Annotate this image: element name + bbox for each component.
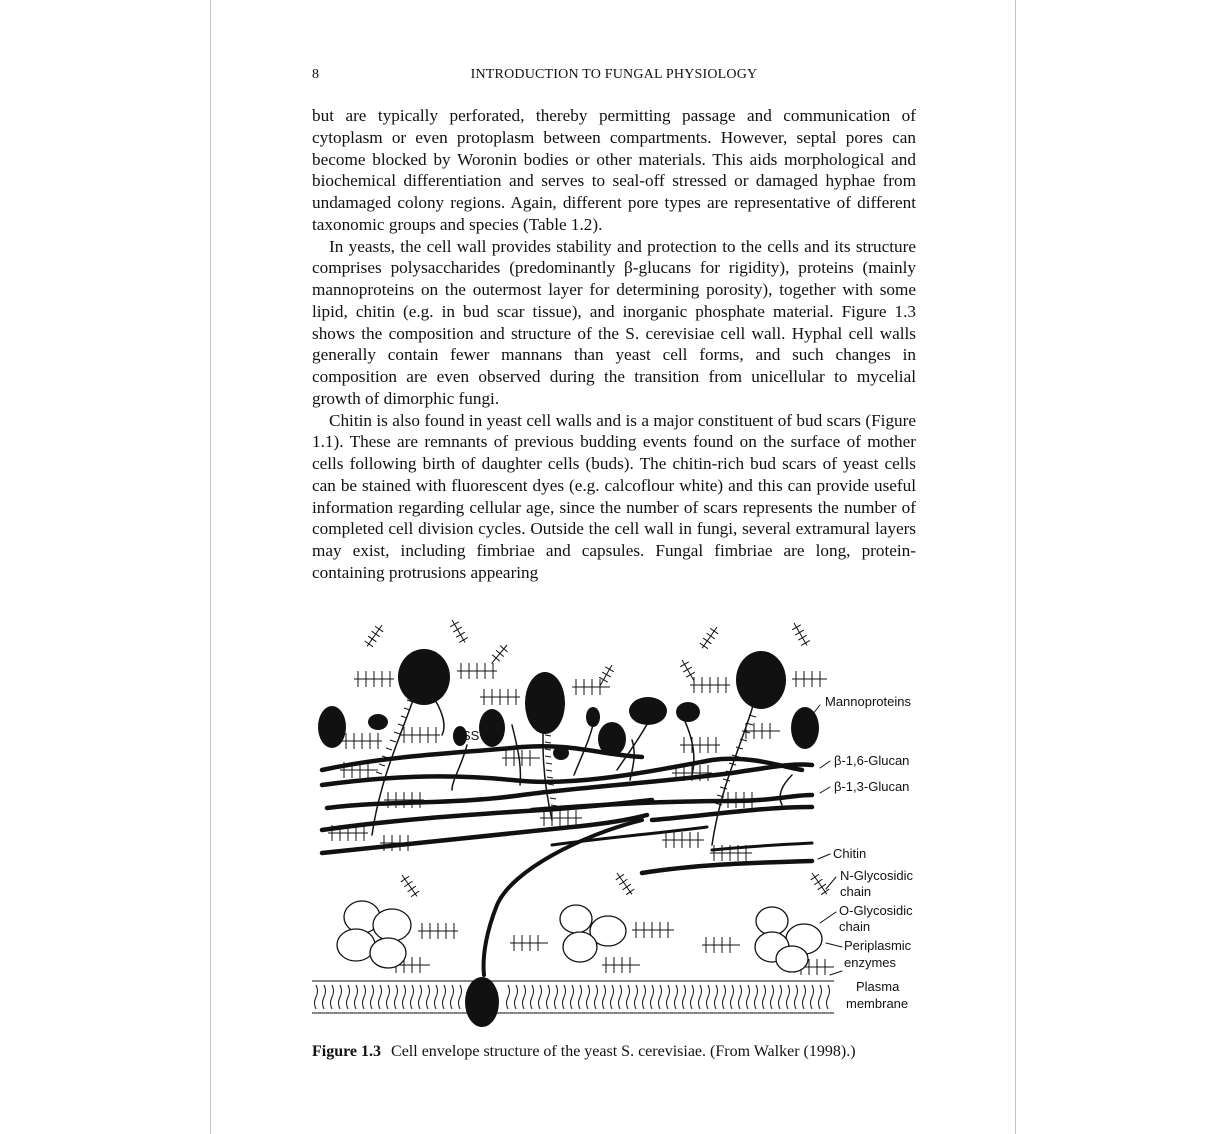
label-periplasmic-enzymes: enzymes — [844, 955, 897, 970]
figure-caption — [312, 1043, 916, 1061]
label-periplasmic: Periplasmic — [844, 938, 912, 953]
disulfide-label: SS — [462, 728, 480, 743]
running-title: INTRODUCTION TO FUNGAL PHYSIOLOGY — [470, 67, 758, 82]
label-beta-1-3-glucan: β-1,3-Glucan — [834, 779, 910, 794]
label-plasma-membrane: membrane — [846, 996, 909, 1011]
figure-cell-envelope — [312, 605, 916, 1031]
body-text — [312, 105, 916, 584]
cell-envelope-diagram — [312, 605, 916, 1031]
paragraph-1: but are typically perforated, thereby permitting passage and communication of cytoplasm or even protoplasm between compartments. However, septal pores can become blocked by Woronin bodies or other materials. This aids morphological and biochemical differentiation and serves to seal-off stressed or damaged hyphae from undamaged colony regions. Again, different pore types are representative of different taxonomic groups and species (Table 1.2). — [312, 106, 916, 234]
label-o-glycosidic-chain: chain — [839, 919, 871, 934]
label-plasma: Plasma — [856, 979, 900, 994]
running-header — [312, 67, 916, 87]
label-n-glycosidic-chain: chain — [840, 884, 872, 899]
paragraph-3: Chitin is also found in yeast cell walls and is a major constituent of bud scars (Figure 1.1). These are remnants of previous budding events found on the surface of mother cells following birth of daughter cells (buds). The chitin-rich bud scars of yeast cells can be stained with fluorescent dyes (e.g. calcoflour white) and this can provide useful information regarding cellular age, since the number of scars represents the number of completed cell division cycles. Outside the cell wall in fungi, several extramural layers may exist, including fimbriae and capsules. Fungal fimbriae are long, protein-containing protrusions appearing — [312, 410, 916, 582]
label-n-glycosidic: N-Glycosidic — [840, 868, 913, 883]
label-mannoproteins: Mannoproteins — [825, 694, 911, 709]
paragraph-2: In yeasts, the cell wall provides stability and protection to the cells and its structure comprises polysaccharides (predominantly β-glucans for rigidity), proteins (mainly mannoproteins on the outermost layer for determining porosity), together with some lipid, chitin (e.g. in bud scar tissue), and inorganic phosphate material. Figure 1.3 shows the composition and structure of the S. cerevisiae cell wall. Hyphal cell walls generally contain fewer mannans than yeast cell forms, and such changes in composition are even observed during the transition from unicellular to mycelial growth of dimorphic fungi. — [312, 236, 916, 408]
label-beta-1-6-glucan: β-1,6-Glucan — [834, 753, 910, 768]
label-o-glycosidic: O-Glycosidic — [839, 903, 913, 918]
caption-text: Cell envelope structure of the yeast S. cerevisiae. (From Walker (1998).) — [391, 1043, 856, 1060]
page-number: 8 — [312, 67, 319, 82]
label-chitin: Chitin — [833, 846, 867, 861]
caption-number: Figure 1.3 — [312, 1043, 382, 1060]
